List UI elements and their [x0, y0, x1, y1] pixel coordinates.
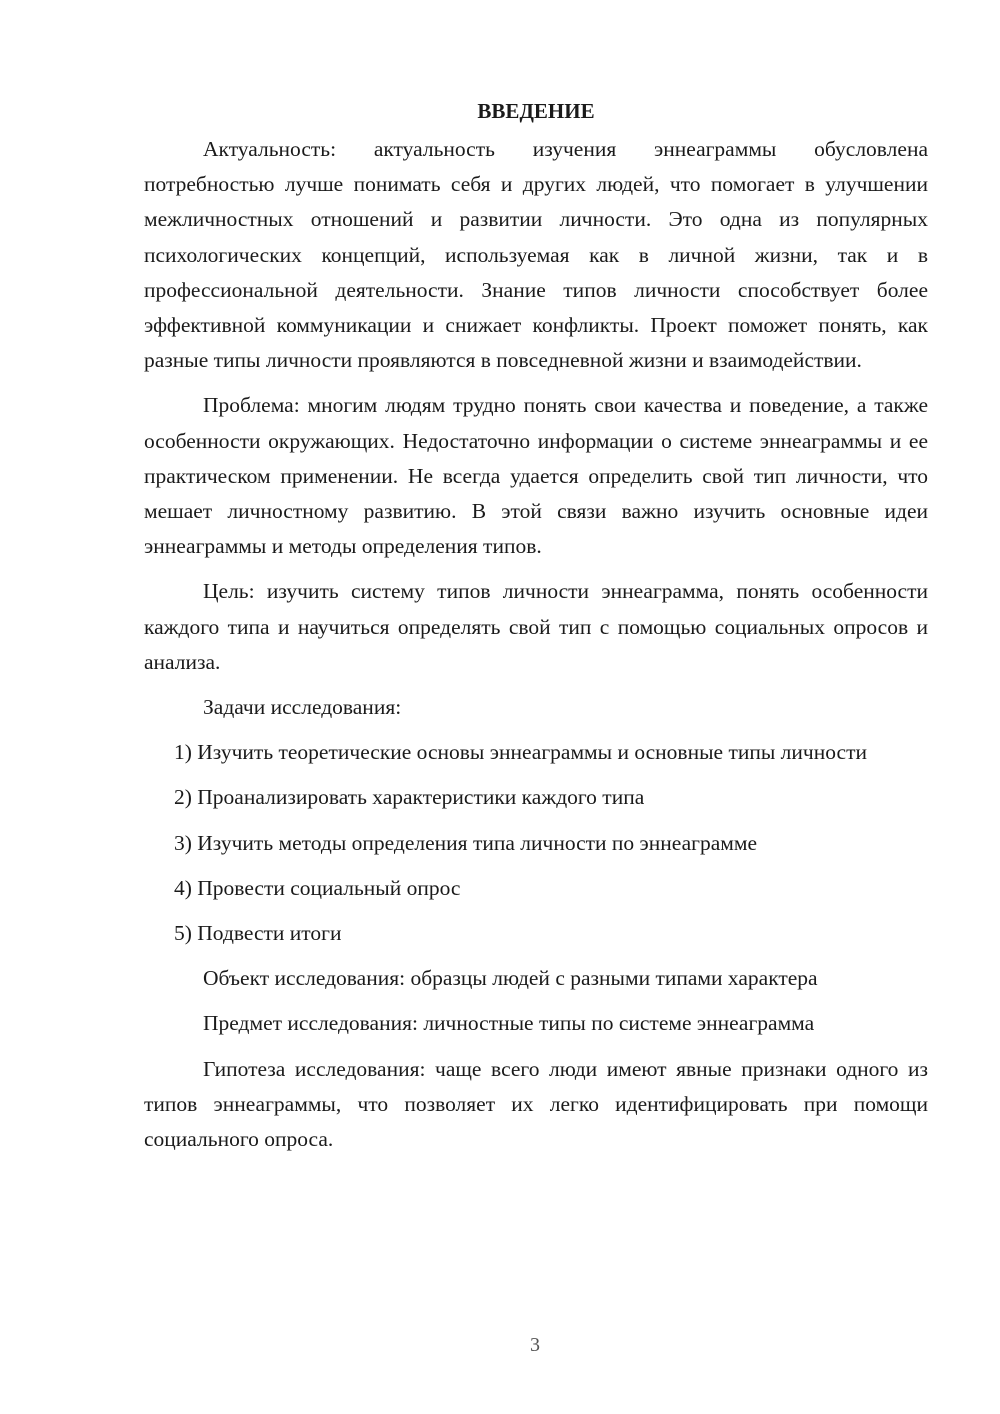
goal-paragraph: Цель: изучить систему типов личности эннеаграмма, понять особенности каждого типа и научиться определять свой тип с помощью социальных опросов и анализа. [144, 579, 928, 674]
task-item-1: 1) Изучить теоретические основы эннеаграммы и основные типы личности [174, 740, 867, 765]
section-title: ВВЕДЕНИЕ [477, 99, 595, 123]
tasks-heading: Задачи исследования: [203, 695, 402, 720]
hypothesis-paragraph: Гипотеза исследования: чаще всего люди имеют явные признаки одного из типов эннеаграммы, что позволяет их легко идентифицировать при помощи социального опроса. [144, 1056, 928, 1152]
problem-paragraph: Проблема: многим людям трудно понять свои качества и поведение, а также особенности окружающих. Недостаточно информации о системе эннеаграммы и ее практическом применении. Не всегда удается определить свой тип личности, что мешает личностному развитию. В этой связи важно изучить основные идеи эннеаграммы и методы определения типов. [144, 393, 928, 559]
relevance-paragraph: Актуальность: актуальность изучения эннеаграммы обусловлена потребностью лучше понимать себя и других людей, что помогает в улучшении межличностных отношений и развитии личности. Это одна из популярных психологических концепций, используемая как в личной жизни, так и в профессиональной деятельности. Знание типов личности способствует более эффективной коммуникации и снижает конфликты. Проект поможет понять, как разные типы личности проявляются в повседневной жизни и взаимодействии. [144, 137, 928, 373]
page-number: 3 [530, 1334, 540, 1356]
task-item-3: 3) Изучить методы определения типа личности по эннеаграмме [174, 830, 758, 855]
object-paragraph: Объект исследования: образцы людей с разными типами характера [203, 966, 818, 991]
subject-paragraph: Предмет исследования: личностные типы по системе эннеаграмма [203, 1011, 815, 1036]
task-item-4: 4) Провести социальный опрос [174, 875, 461, 900]
task-item-5: 5) Подвести итоги [174, 921, 342, 946]
task-item-2: 2) Проанализировать характеристики каждого типа [174, 785, 645, 810]
document-body [144, 94, 928, 1157]
